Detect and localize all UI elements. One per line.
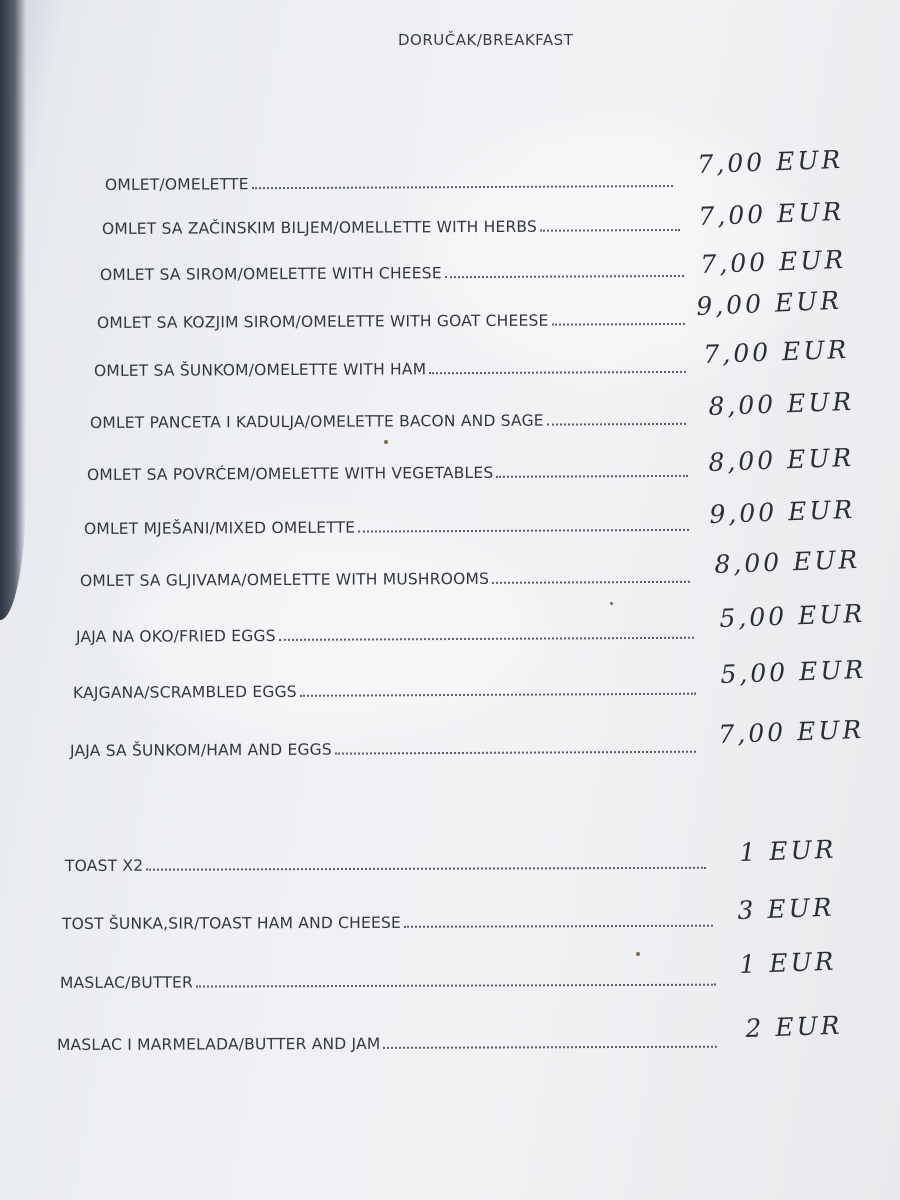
leader-dots: [196, 984, 716, 988]
menu-item: [84, 505, 693, 538]
item-price: 9,00 EUR: [708, 494, 856, 529]
item-name: MASLAC I MARMELADA/BUTTER AND JAM: [56, 1034, 381, 1054]
item-name: OMLET SA GLJIVAMA/OMELETTE WITH MUSHROOMS: [79, 569, 490, 590]
menu-item: [57, 1022, 721, 1054]
item-name: OMLET SA POVRĆEM/OMELETTE WITH VEGETABLES: [86, 463, 494, 484]
menu-item: [73, 669, 700, 702]
leader-dots: [445, 275, 684, 278]
menu-item: [97, 299, 689, 332]
item-price: 8,00 EUR: [707, 442, 855, 477]
menu-item: [60, 960, 720, 992]
menu-item: [102, 205, 684, 238]
item-price: 7,00 EUR: [696, 144, 844, 179]
leader-dots: [335, 751, 696, 755]
item-name: TOST ŠUNKA,SIR/TOAST HAM AND CHEESE: [61, 913, 402, 933]
menu-title: DORUČAK/BREAKFAST: [398, 31, 574, 49]
menu-item: [70, 727, 700, 760]
item-name: OMLET/OMELETTE: [104, 175, 249, 194]
menu-item: [94, 347, 690, 380]
menu-item: [87, 451, 692, 484]
binder-shadow: [0, 0, 26, 620]
paper-fleck: [384, 440, 388, 444]
item-name: TOAST X2: [64, 856, 144, 875]
leader-dots: [540, 229, 680, 232]
leader-dots: [300, 693, 696, 697]
item-price: 7,00 EUR: [702, 334, 850, 369]
item-name: KAJGANA/SCRAMBLED EGGS: [72, 682, 297, 702]
item-name: OMLET MJEŠANI/MIXED OMELETTE: [83, 518, 356, 538]
item-price: 7,00 EUR: [717, 714, 865, 749]
menu-item: [100, 251, 688, 284]
item-price: 8,00 EUR: [707, 386, 855, 421]
paper-fleck: [610, 602, 613, 605]
item-name: OMLET SA SIROM/OMELETTE WITH CHEESE: [99, 264, 442, 284]
leader-dots: [279, 637, 694, 641]
menu-item: [76, 613, 698, 646]
leader-dots: [496, 475, 688, 478]
item-price: 9,00 EUR: [695, 285, 843, 321]
leader-dots: [552, 323, 685, 326]
leader-dots: [429, 371, 686, 374]
item-price: 5,00 EUR: [718, 598, 866, 633]
leader-dots: [146, 867, 706, 871]
item-name: OMLET PANCETA I KADULJA/OMELETTE BACON AND SAGE: [89, 411, 544, 432]
item-price: 5,00 EUR: [719, 654, 867, 689]
menu-item: [105, 161, 677, 194]
paper-fleck: [636, 952, 640, 956]
item-price: 2 EUR: [744, 1010, 843, 1043]
leader-dots: [404, 925, 713, 928]
menu-item: [65, 843, 710, 875]
leader-dots: [358, 529, 689, 533]
leader-dots: [492, 581, 690, 584]
menu-item: [90, 399, 690, 432]
menu-item: [62, 901, 717, 933]
item-name: OMLET SA KOZJIM SIROM/OMELETTE WITH GOAT CHEESE: [96, 311, 549, 332]
leader-dots: [383, 1046, 717, 1049]
item-price: 1 EUR: [738, 946, 837, 979]
item-price: 3 EUR: [736, 892, 835, 925]
item-price: 1 EUR: [738, 834, 837, 867]
item-name: JAJA NA OKO/FRIED EGGS: [75, 626, 276, 646]
item-name: OMLET SA ŠUNKOM/OMELETTE WITH HAM: [93, 360, 427, 380]
item-name: OMLET SA ZAČINSKIM BILJEM/OMELLETTE WITH HERBS: [101, 217, 538, 238]
leader-dots: [547, 423, 686, 426]
item-price: 7,00 EUR: [697, 196, 845, 231]
item-name: MASLAC/BUTTER: [59, 973, 193, 992]
item-price: 7,00 EUR: [699, 244, 847, 279]
menu-item: [80, 557, 694, 590]
leader-dots: [252, 185, 673, 189]
item-price: 8,00 EUR: [713, 544, 861, 579]
item-name: JAJA SA ŠUNKOM/HAM AND EGGS: [69, 740, 332, 760]
